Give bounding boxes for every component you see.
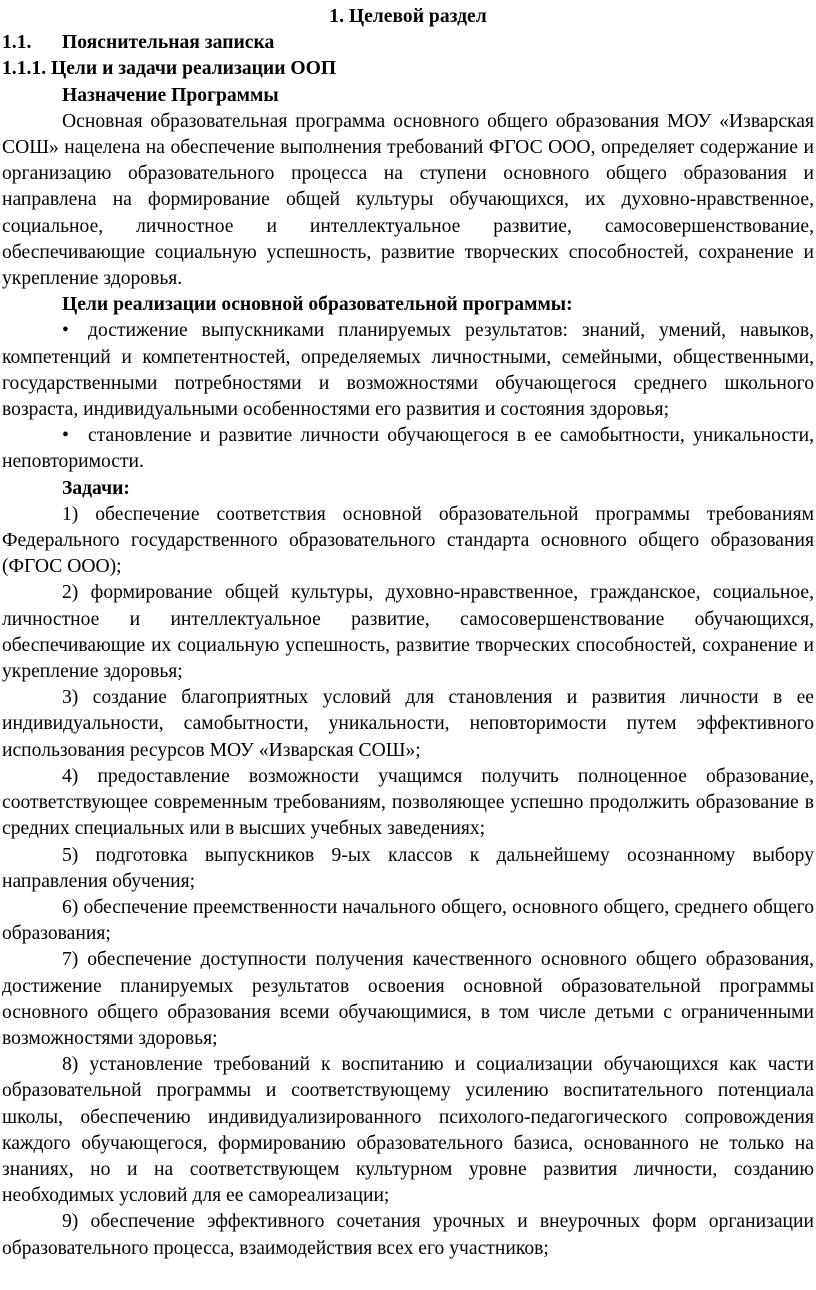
task-item: 5) подготовка выпускников 9-ых классов к дальнейшему осознанному выбору направления обучения;	[2, 844, 814, 892]
subsection-number: 1.1.	[2, 32, 32, 54]
task-item: 2) формирование общей культуры, духовно-нравственное, гражданское, социальное, личностное и интеллектуальное развитие, самосовершенствование обучающихся, обеспечивающие их социальную успешность, развитие творческих способностей, сохранение и укрепление здоровья;	[2, 582, 814, 683]
task-item: 1) обеспечение соответствия основной образовательной программы требованиям Федерального государственного образовательного стандарта основного общего образования (ФГОС ООО);	[2, 503, 814, 578]
goal-item	[2, 318, 814, 423]
task-item: 6) обеспечение преемственности начального общего, основного общего, среднего общего образования;	[2, 896, 814, 945]
goals-heading: Цели реализации основной образовательной программы:	[62, 294, 573, 316]
goal-item	[2, 423, 814, 475]
bullet-icon: •	[62, 320, 69, 342]
task-item: 8) установление требований к воспитанию и социализации обучающихся как части образовательной программы и соответствующему усилению воспитательного потенциала школы, обеспечению индивидуализированного психолого-педагогического сопровождения каждого обучающегося, формированию образовательного базиса, основанного не только на знаниях, но и на соответствующем культурном уровне развития личности, созданию необходимых условий для ее самореализации;	[2, 1054, 814, 1207]
purpose-heading: Назначение Программы	[62, 84, 279, 106]
subsection-title: Пояснительная записка	[62, 32, 275, 54]
tasks-heading: Задачи:	[62, 477, 130, 499]
task-item: 9) обеспечение эффективного сочетания урочных и внеурочных форм организации образовательного процесса, взаимодействия всех его участников;	[2, 1211, 814, 1259]
subsection-heading-1-1-1: 1.1.1. Цели и задачи реализации ООП	[2, 58, 337, 80]
task-item: 3) создание благоприятных условий для становления и развития личности в ее индивидуальности, самобытности, уникальности, неповторимости путем эффективного использования ресурсов МОУ «Изварская СОШ»;	[2, 687, 814, 761]
task-item: 4) предоставление возможности учащимся получить полноценное образование, соответствующее современным требованиям, позволяющее успешно продолжить образование в средних специальных или в высших учебных заведениях;	[2, 765, 814, 840]
goal-text: достижение выпускниками планируемых результатов: знаний, умений, навыков, компетенций и компетентностей, определяемых личностными, семейными, общественными, государственными потребностями и возможностями обучающегося среднего школьного возраста, индивидуальными особенностями его развития и состояния здоровья;	[2, 320, 814, 421]
subsection-heading-1-1	[2, 30, 814, 56]
task-item: 7) обеспечение доступности получения качественного основного общего образования, достижение планируемых результатов освоения основной образовательной программы основного общего образования всеми обучающимися, в том числе детьми с ограниченными возможностями здоровья;	[2, 949, 814, 1049]
goal-text: становление и развитие личности обучающегося в ее самобытности, уникальности, неповторимости.	[2, 425, 814, 473]
bullet-icon: •	[62, 425, 69, 447]
section-title: 1. Целевой раздел	[329, 6, 487, 27]
purpose-paragraph: Основная образовательная программа основного общего образования МОУ «Изварская СОШ» нацелена на обеспечение выполнения требований ФГОС ООО, определяет содержание и организацию образовательного процесса на ступени основного общего образования и направлена на формирование общей культуры обучающихся, их духовно-нравственное, социальное, личностное и интеллектуальное развитие, самосовершенствование, обеспечивающие социальную успешность, развитие творческих способностей, сохранение и укрепление здоровья.	[2, 110, 814, 290]
